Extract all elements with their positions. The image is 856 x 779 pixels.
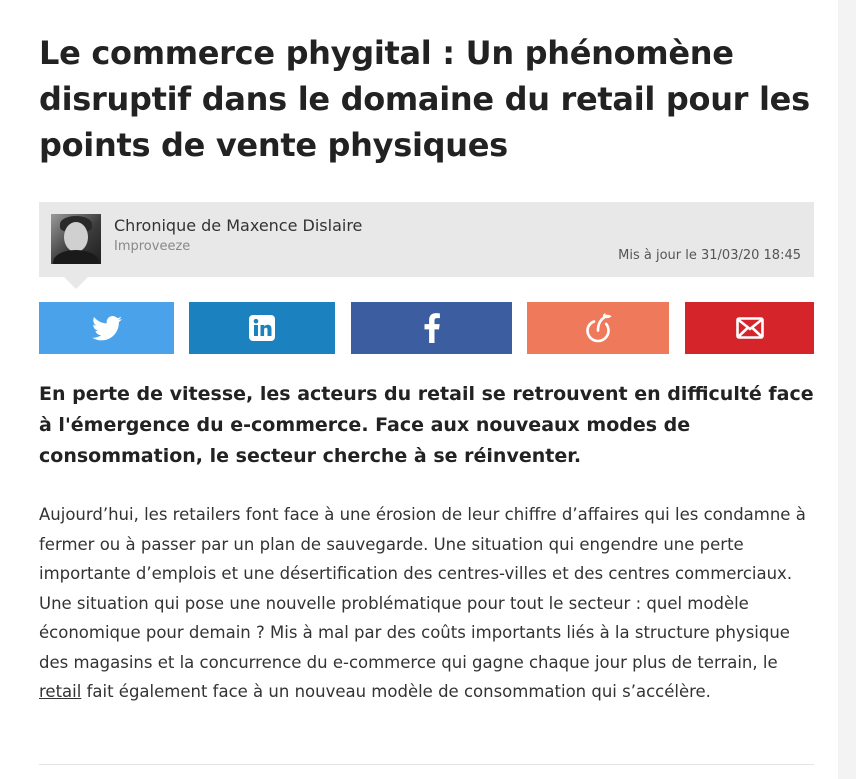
retail-link[interactable]: retail — [39, 682, 82, 701]
author-box-pointer — [64, 277, 88, 289]
article-lead: En perte de vitesse, les acteurs du retail se retrouvent en difficulté face à l'émergence du e-commerce. Face aux nouveaux modes de consommation, le secteur cherche à se réinventer. — [39, 383, 814, 467]
body-text-part: Aujourd’hui, les retailers font face à une érosion de leur chiffre d’affaires qui les condamne à fermer ou à passer par un plan de sauvegarde. Une situation qui engendre une perte importante d’emplois et une désertification des centres-villes et des centres commerciaux. Une situation qui pose une nouvelle problématique pour tout le secteur : quel modèle économique pour demain ? Mis à mal par des coûts importants liés à la structure physique des magasins et la concurrence du e-commerce qui gagne chaque jour plus de terrain, le — [39, 505, 806, 672]
author-name[interactable]: Chronique de Maxence Dislaire — [114, 216, 363, 235]
email-icon — [736, 317, 764, 339]
author-organization: Improveeze — [114, 239, 191, 254]
section-divider — [39, 764, 814, 765]
share-pocket-button[interactable] — [527, 302, 669, 354]
share-twitter-button[interactable] — [39, 302, 174, 354]
twitter-icon — [92, 316, 122, 341]
article-body — [39, 500, 819, 707]
pocket-icon — [583, 313, 613, 343]
share-email-button[interactable] — [685, 302, 814, 354]
linkedin-icon — [248, 314, 276, 342]
share-linkedin-button[interactable] — [189, 302, 335, 354]
author-box — [39, 202, 814, 277]
author-avatar[interactable] — [51, 214, 101, 264]
body-text-part: fait également face à un nouveau modèle de consommation qui s’accélère. — [81, 682, 711, 701]
share-facebook-button[interactable] — [351, 302, 512, 354]
article-title: Le commerce phygital : Un phénomène disruptif dans le domaine du retail pour les points de vente physiques — [39, 34, 810, 164]
updated-timestamp: Mis à jour le 31/03/20 18:45 — [618, 248, 801, 263]
facebook-icon — [424, 313, 440, 343]
